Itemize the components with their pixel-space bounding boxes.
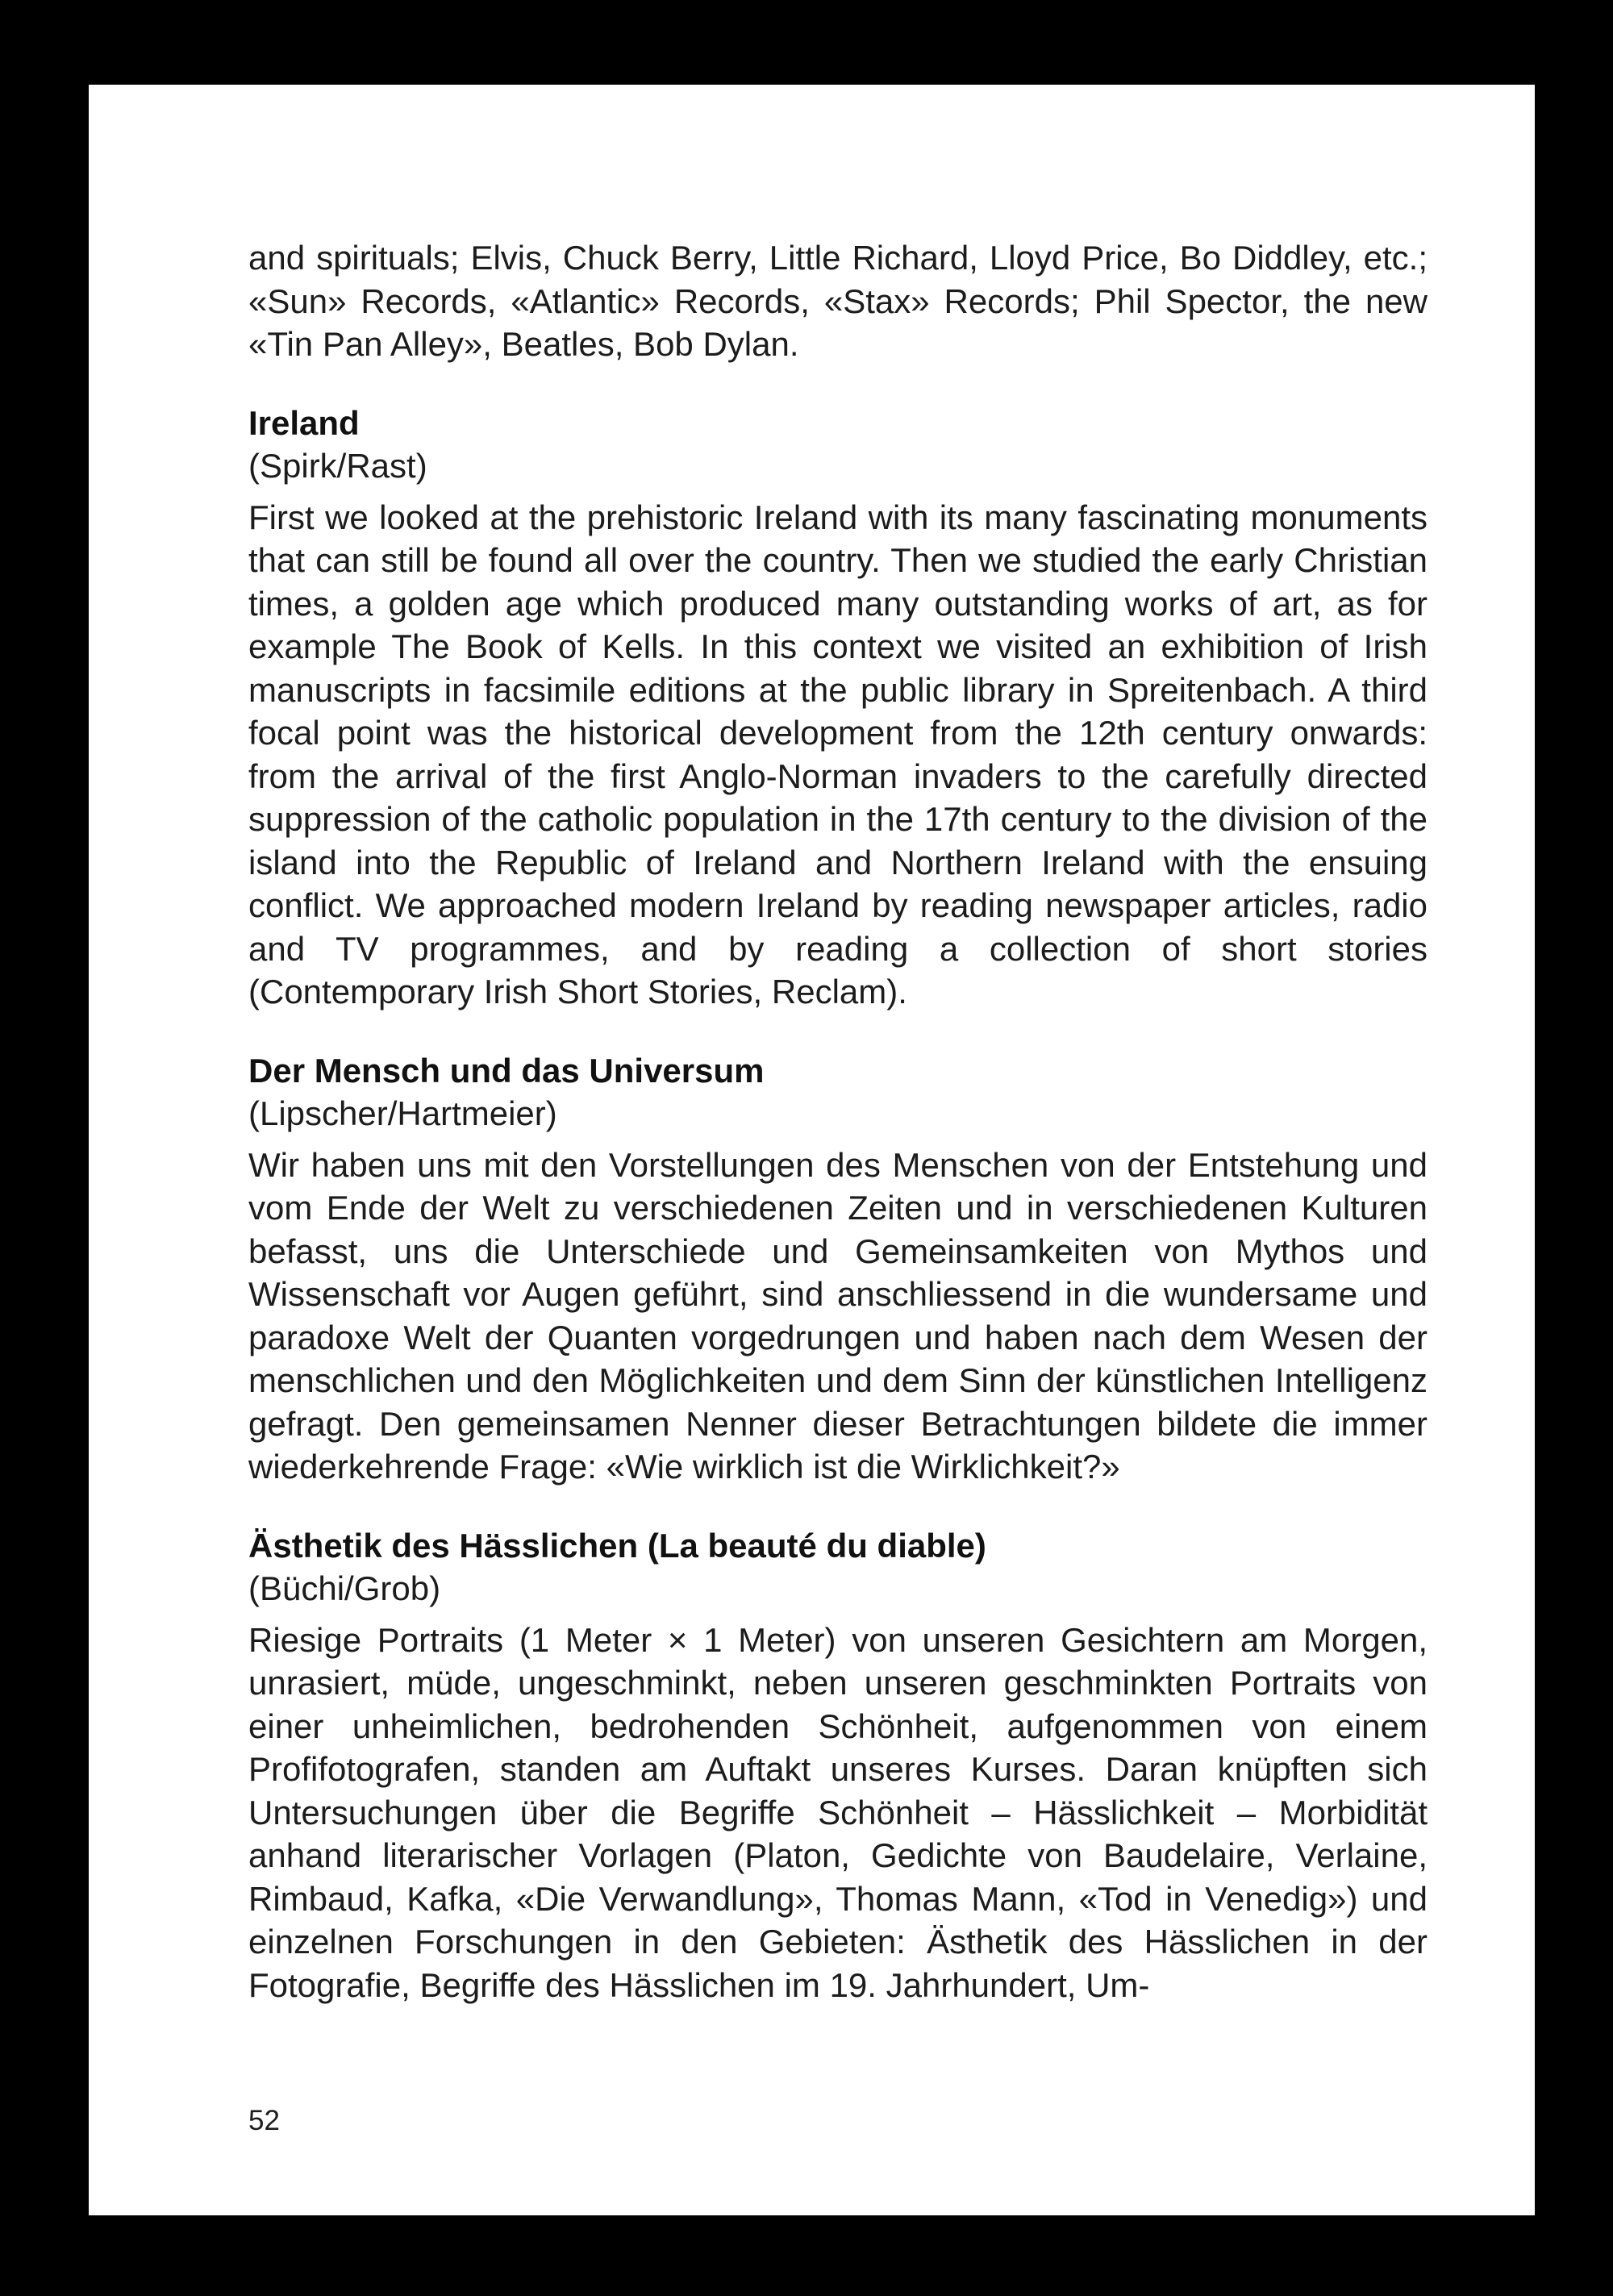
section-authors: (Spirk/Rast) — [248, 447, 427, 485]
section-aesthetik-haesslichen — [248, 1524, 1428, 2007]
section-authors: (Lipscher/Hartmeier) — [248, 1094, 557, 1132]
section-heading: Ästhetik des Hässlichen (La beauté du diable) — [248, 1526, 986, 1565]
section-body: Riesige Portraits (1 Meter × 1 Meter) von unseren Gesichtern am Morgen, unrasiert, müde, ungeschminkt, neben unseren geschminkten Portraits von einer unheimlichen, bedrohenden Schönheit, aufgenommen von einem Profifotografen, standen am Auftakt unseres Kurses. Daran knüpften sich Untersuchungen über die Begriffe Schönheit – Hässlichkeit – Morbidität anhand literarischer Vorlagen (Platon, Gedichte von Baudelaire, Verlaine, Rimbaud, Kafka, «Die Verwandlung», Thomas Mann, «Tod in Venedig») und einzelnen Forschungen in den Gebieten: Ästhetik des Hässlichen in der Fotografie, Begriffe des Hässlichen im 19. Jahrhundert, Um- — [248, 1620, 1428, 2004]
document-page — [89, 85, 1535, 2215]
section-ireland — [248, 402, 1428, 1014]
section-authors: (Büchi/Grob) — [248, 1569, 441, 1607]
section-heading: Der Mensch und das Universum — [248, 1051, 765, 1090]
section-heading: Ireland — [248, 403, 360, 442]
section-body: First we looked at the prehistoric Ireland with its many fascinating monuments that can still be found all over the country. Then we studied the early Christian times, a golden age which produced many outstanding works of art, as for example The Book of Kells. In this context we visited an exhibition of Irish manuscripts in facsimile editions at the public library in Spreitenbach. A third focal point was the historical development from the 12th century onwards: from the arrival of the first Anglo-Norman invaders to the carefully directed suppression of the catholic population in the 17th century to the division of the island into the Republic of Ireland and Northern Ireland with the ensuing conflict. We approached modern Ireland by reading newspaper articles, radio and TV programmes, and by reading a collection of short stories (Contemporary Irish Short Stories, Reclam). — [248, 498, 1428, 1010]
section-mensch-universum — [248, 1049, 1428, 1489]
page-number: 52 — [248, 2105, 280, 2136]
intro-paragraph: and spirituals; Elvis, Chuck Berry, Little Richard, Lloyd Price, Bo Diddley, etc.; «Sun» Records, «Atlantic» Records, «Stax» Records; Phil Spector, the new «Tin Pan Alley», Beatles, Bob Dylan. — [248, 239, 1428, 363]
page-content — [248, 236, 1428, 2006]
section-body: Wir haben uns mit den Vorstellungen des Menschen von der Entstehung und vom Ende der Welt zu verschiedenen Zeiten und in verschiedenen Kulturen befasst, uns die Unterschiede und Gemeinsamkeiten von Mythos und Wissenschaft vor Augen geführt, sind anschliessend in die wundersame und paradoxe Welt der Quanten vorgedrungen und haben nach dem Wesen der menschlichen und den Möglichkeiten und dem Sinn der künstlichen Intelligenz gefragt. Den gemeinsamen Nenner dieser Betrachtungen bildete die immer wiederkehrende Frage: «Wie wirklich ist die Wirklichkeit?» — [248, 1145, 1428, 1486]
